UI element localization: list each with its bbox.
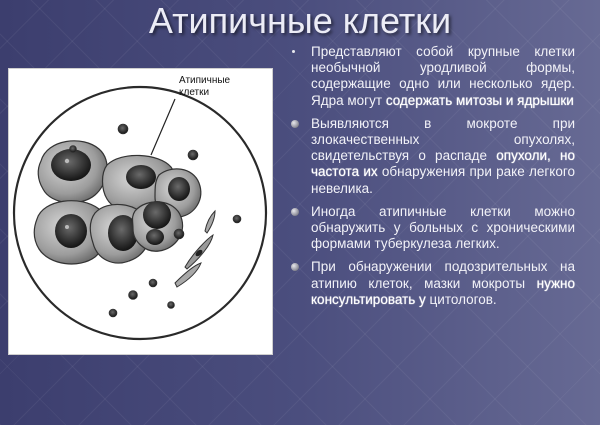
bullet-text-tail: обнаружения при раке легкого невелика. — [311, 164, 575, 196]
bullet-sphere-icon — [291, 208, 299, 216]
microscope-illustration — [8, 68, 273, 355]
figure-label-line1: Атипичные — [179, 75, 231, 86]
figure-label-line2: клетки — [179, 87, 210, 98]
bullet-item — [288, 259, 575, 308]
bullet-text-tail: цитологов. — [429, 291, 497, 307]
bullet-text: Представляют собой крупные клетки необычной уродливой формы, содержащие одно или несколько ядер. Ядра могут — [311, 44, 575, 108]
bullet-list — [288, 44, 575, 315]
bullet-text: При обнаружении подозрительных на атипию клеток, мазки мокроты — [311, 259, 575, 291]
bullet-sphere-icon — [291, 263, 299, 271]
bullet-item — [288, 204, 575, 253]
bullet-text: Выявляются в мокроте при злокачественных опухолях, свидетельствуя о распаде — [311, 115, 575, 164]
bullet-item — [288, 116, 575, 197]
bullet-highlight: опухоли, но частота их — [311, 148, 575, 180]
cells-drawing — [9, 69, 272, 354]
bullet-highlight: нужно консультировать у — [311, 275, 575, 307]
slide-title: Атипичные клетки — [148, 0, 452, 41]
bullet-highlight: содержать митозы и ядрышки — [385, 92, 574, 108]
bullet-item — [288, 44, 575, 109]
bullet-text: Иногда атипичные клетки можно обнаружить у больных с хроническими формами туберкулеза легких. — [311, 203, 575, 252]
bullet-dot-icon — [292, 50, 295, 53]
bullet-sphere-icon — [291, 120, 299, 128]
